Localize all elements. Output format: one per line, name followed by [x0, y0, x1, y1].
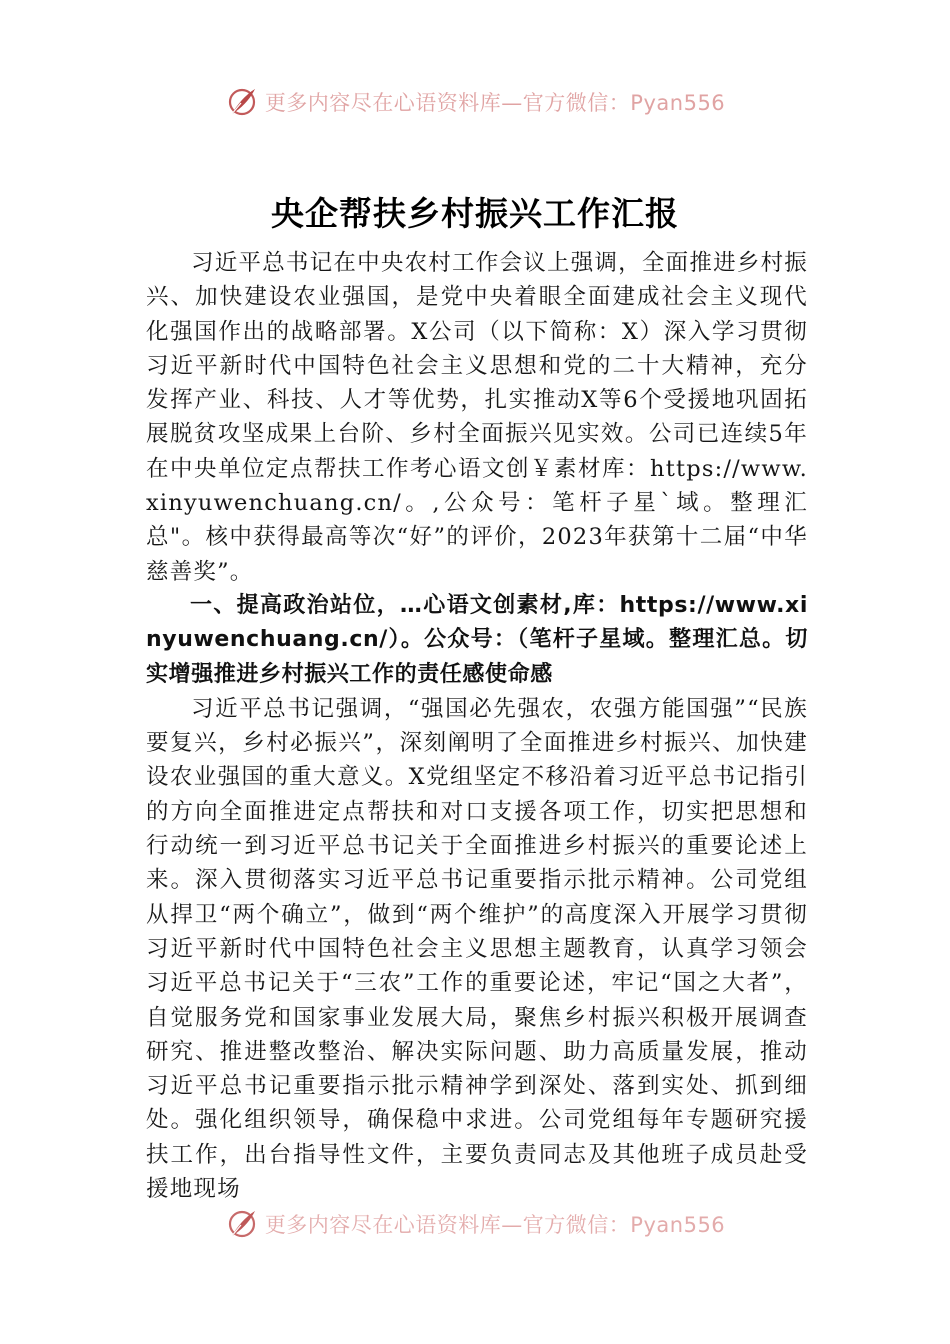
document-title: 央企帮扶乡村振兴工作汇报 [271, 194, 679, 233]
section-1-paragraph: 习近平总书记强调，“强国必先强农，农强方能国强”“民族要复兴，乡村必振兴”，深刻阐明了全面推进乡村振兴、加快建设农业强国的重大意义。X党组坚定不移沿着习近平总书记指引的方向全面推进定点帮扶和对口支援各项工作，切实把思想和行动统一到习近平总书记关于全面推进乡村振兴的重要论述上来。深入贯彻落实习近平总书记重要指示批示精神。公司党组从捍卫“两个确立”，做到“两个维护”的高度深入开展学习贯彻习近平新时代中国特色社会主义思想主题教育，认真学习领会习近平总书记关于“三农”工作的重要论述，牢记“国之大者”，自觉服务党和国家事业发展大局，聚焦乡村振兴积极开展调查研究、推进整改整治、解决实际问题、助力高质量发展，推动习近平总书记重要指示批示精神学到深处、落到实处、抓到细处。强化组织领导，确保稳中求进。公司党组每年专题研究援扶工作，出台指导性文件，主要负责同志及其他班子成员赴受援地现场 [146, 695, 808, 1203]
footer-watermark-banner [0, 1204, 950, 1244]
document-body [146, 246, 808, 1206]
intro-paragraph: 习近平总书记在中央农村工作会议上强调，全面推进乡村振兴、加快建设农业强国，是党中央着眼全面建成社会主义现代化强国作出的战略部署。X公司（以下简称：X）深入学习贯彻习近平新时代中国特色社会主义思想和党的二十大精神，充分发挥产业、科技、人才等优势，扎实推动X等6个受援地巩固拓展脱贫攻坚成果上台阶、乡村全面振兴见实效。公司已连续5年在中央单位定点帮扶工作考心语文创￥素材库：https://www.xinyuwenchuang.cn/。,公众号：笔杆子星`域。整理汇总"。核中获得最高等次“好”的评价，2023年获第十二届“中华慈善奖”。 [146, 250, 808, 585]
feather-pen-logo-icon [225, 85, 259, 119]
watermark-text: 更多内容尽在心语资料库—官方微信：Pyan556 [264, 1213, 726, 1237]
section-heading-1: 一、提高政治站位，…心语文创素材,库：https://www.xinyuwenchuang.cn/）。公众号：（笔杆子星域。整理汇总。切实增强推进乡村振兴工作的责任感使命感 [146, 592, 808, 687]
header-watermark-banner [0, 82, 950, 122]
watermark-text: 更多内容尽在心语资料库—官方微信：Pyan556 [264, 91, 726, 115]
feather-pen-logo-icon [225, 1207, 259, 1241]
